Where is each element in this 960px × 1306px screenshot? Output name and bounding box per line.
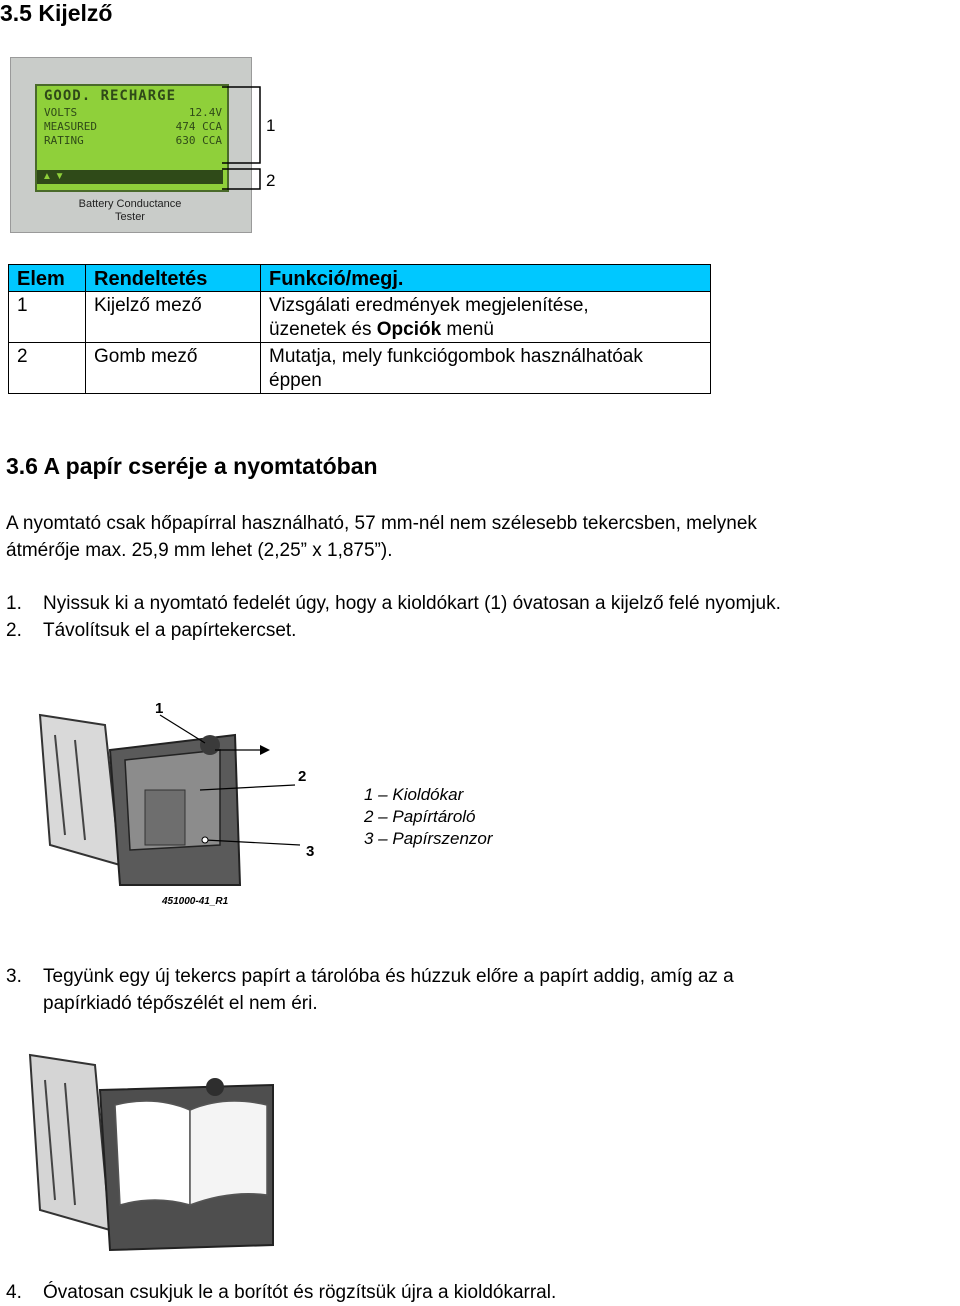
lcd-measured-label: MEASURED	[44, 120, 97, 133]
step-3	[6, 963, 956, 1017]
table-header-elem: Elem	[9, 265, 86, 292]
step-text: Tegyünk egy új tekercs papírt a tárolóba és húzzuk előre a papírt addig, amíg az a	[43, 966, 734, 987]
step-text: Távolítsuk el a papírtekercset.	[43, 620, 297, 641]
table-cell-rendeltetes: Gomb mező	[86, 343, 261, 394]
table-row	[9, 292, 711, 343]
opciok-menu-term: Opciók	[376, 319, 442, 340]
table-row	[9, 343, 711, 394]
printer-with-paper-image	[5, 1045, 280, 1255]
funkcio-text: üzenetek és	[269, 319, 377, 340]
section-heading-3-5: 3.5 Kijelző	[0, 0, 113, 26]
step-1	[6, 590, 781, 617]
step-number: 4.	[6, 1282, 22, 1303]
lcd-rating-label: RATING	[44, 134, 84, 147]
table-header-funkcio: Funkció/megj.	[261, 265, 711, 292]
figure-callout-1: 1	[155, 700, 164, 717]
callout-2: 2	[266, 171, 276, 190]
step-text-continued: papírkiadó tépőszélét el nem éri.	[43, 993, 318, 1014]
step-number: 3.	[6, 966, 22, 987]
table-cell-elem: 2	[9, 343, 86, 394]
lcd-rating-value: 630 CCA	[175, 134, 222, 147]
step-number: 1.	[6, 593, 22, 614]
intro-line-2: átmérője max. 25,9 mm lehet (2,25” x 1,875”).	[6, 540, 393, 561]
table-cell-rendeltetes: Kijelző mező	[86, 292, 261, 343]
funkcio-line: éppen	[269, 370, 322, 391]
callout-1: 1	[266, 116, 276, 135]
step-text: Óvatosan csukjuk le a borítót és rögzítsük újra a kioldókarral.	[43, 1282, 557, 1303]
table-cell-funkcio	[261, 343, 711, 394]
step-4	[6, 1279, 556, 1306]
table-header-row	[9, 265, 711, 292]
lcd-button-bar	[37, 170, 223, 184]
lcd-volts-value: 12.4V	[188, 106, 222, 119]
table-cell-funkcio	[261, 292, 711, 343]
figure-callout-2: 2	[298, 768, 307, 785]
lcd-measured-value: 474 CCA	[175, 120, 222, 133]
table-cell-elem: 1	[9, 292, 86, 343]
figure-code: 451000-41_R1	[162, 896, 229, 907]
funkcio-line	[269, 318, 704, 342]
step-text: Nyissuk ki a nyomtató fedelét úgy, hogy a kioldókart (1) óvatosan a kijelző felé nyomjuk.	[43, 593, 781, 614]
legend-item: 1 – Kioldókar	[364, 785, 464, 804]
intro-line-1: A nyomtató csak hőpapírral használható, 57 mm-nél nem szélesebb tekercsben, melynek	[6, 513, 757, 534]
device-label	[50, 198, 210, 224]
funkcio-line: Vizsgálati eredmények megjelenítése,	[269, 295, 589, 316]
figure-callout-3: 3	[306, 843, 315, 860]
device-label-line-2: Tester	[115, 211, 145, 223]
table-header-rendeltetes: Rendeltetés	[86, 265, 261, 292]
section-heading-3-6: 3.6 A papír cseréje a nyomtatóban	[6, 453, 378, 479]
funkcio-text: menü	[441, 319, 494, 340]
printer-open-image	[10, 695, 340, 915]
step-2	[6, 617, 296, 644]
legend-item: 2 – Papírtároló	[364, 807, 476, 826]
callout-brackets	[220, 85, 270, 195]
figure-legend	[364, 784, 493, 850]
intro-paragraph	[6, 510, 960, 564]
lcd-readings	[44, 106, 222, 148]
element-table	[8, 264, 711, 394]
device-label-line-1: Battery Conductance	[78, 198, 182, 210]
lcd-volts-label: VOLTS	[44, 106, 78, 119]
lcd-arrow-icons: ▲ ▼	[42, 171, 65, 182]
lcd-line-1: GOOD. RECHARGE	[44, 88, 177, 104]
funkcio-line: Mutatja, mely funkciógombok használhatóak	[269, 346, 643, 367]
step-number: 2.	[6, 620, 22, 641]
legend-item: 3 – Papírszenzor	[364, 829, 493, 848]
